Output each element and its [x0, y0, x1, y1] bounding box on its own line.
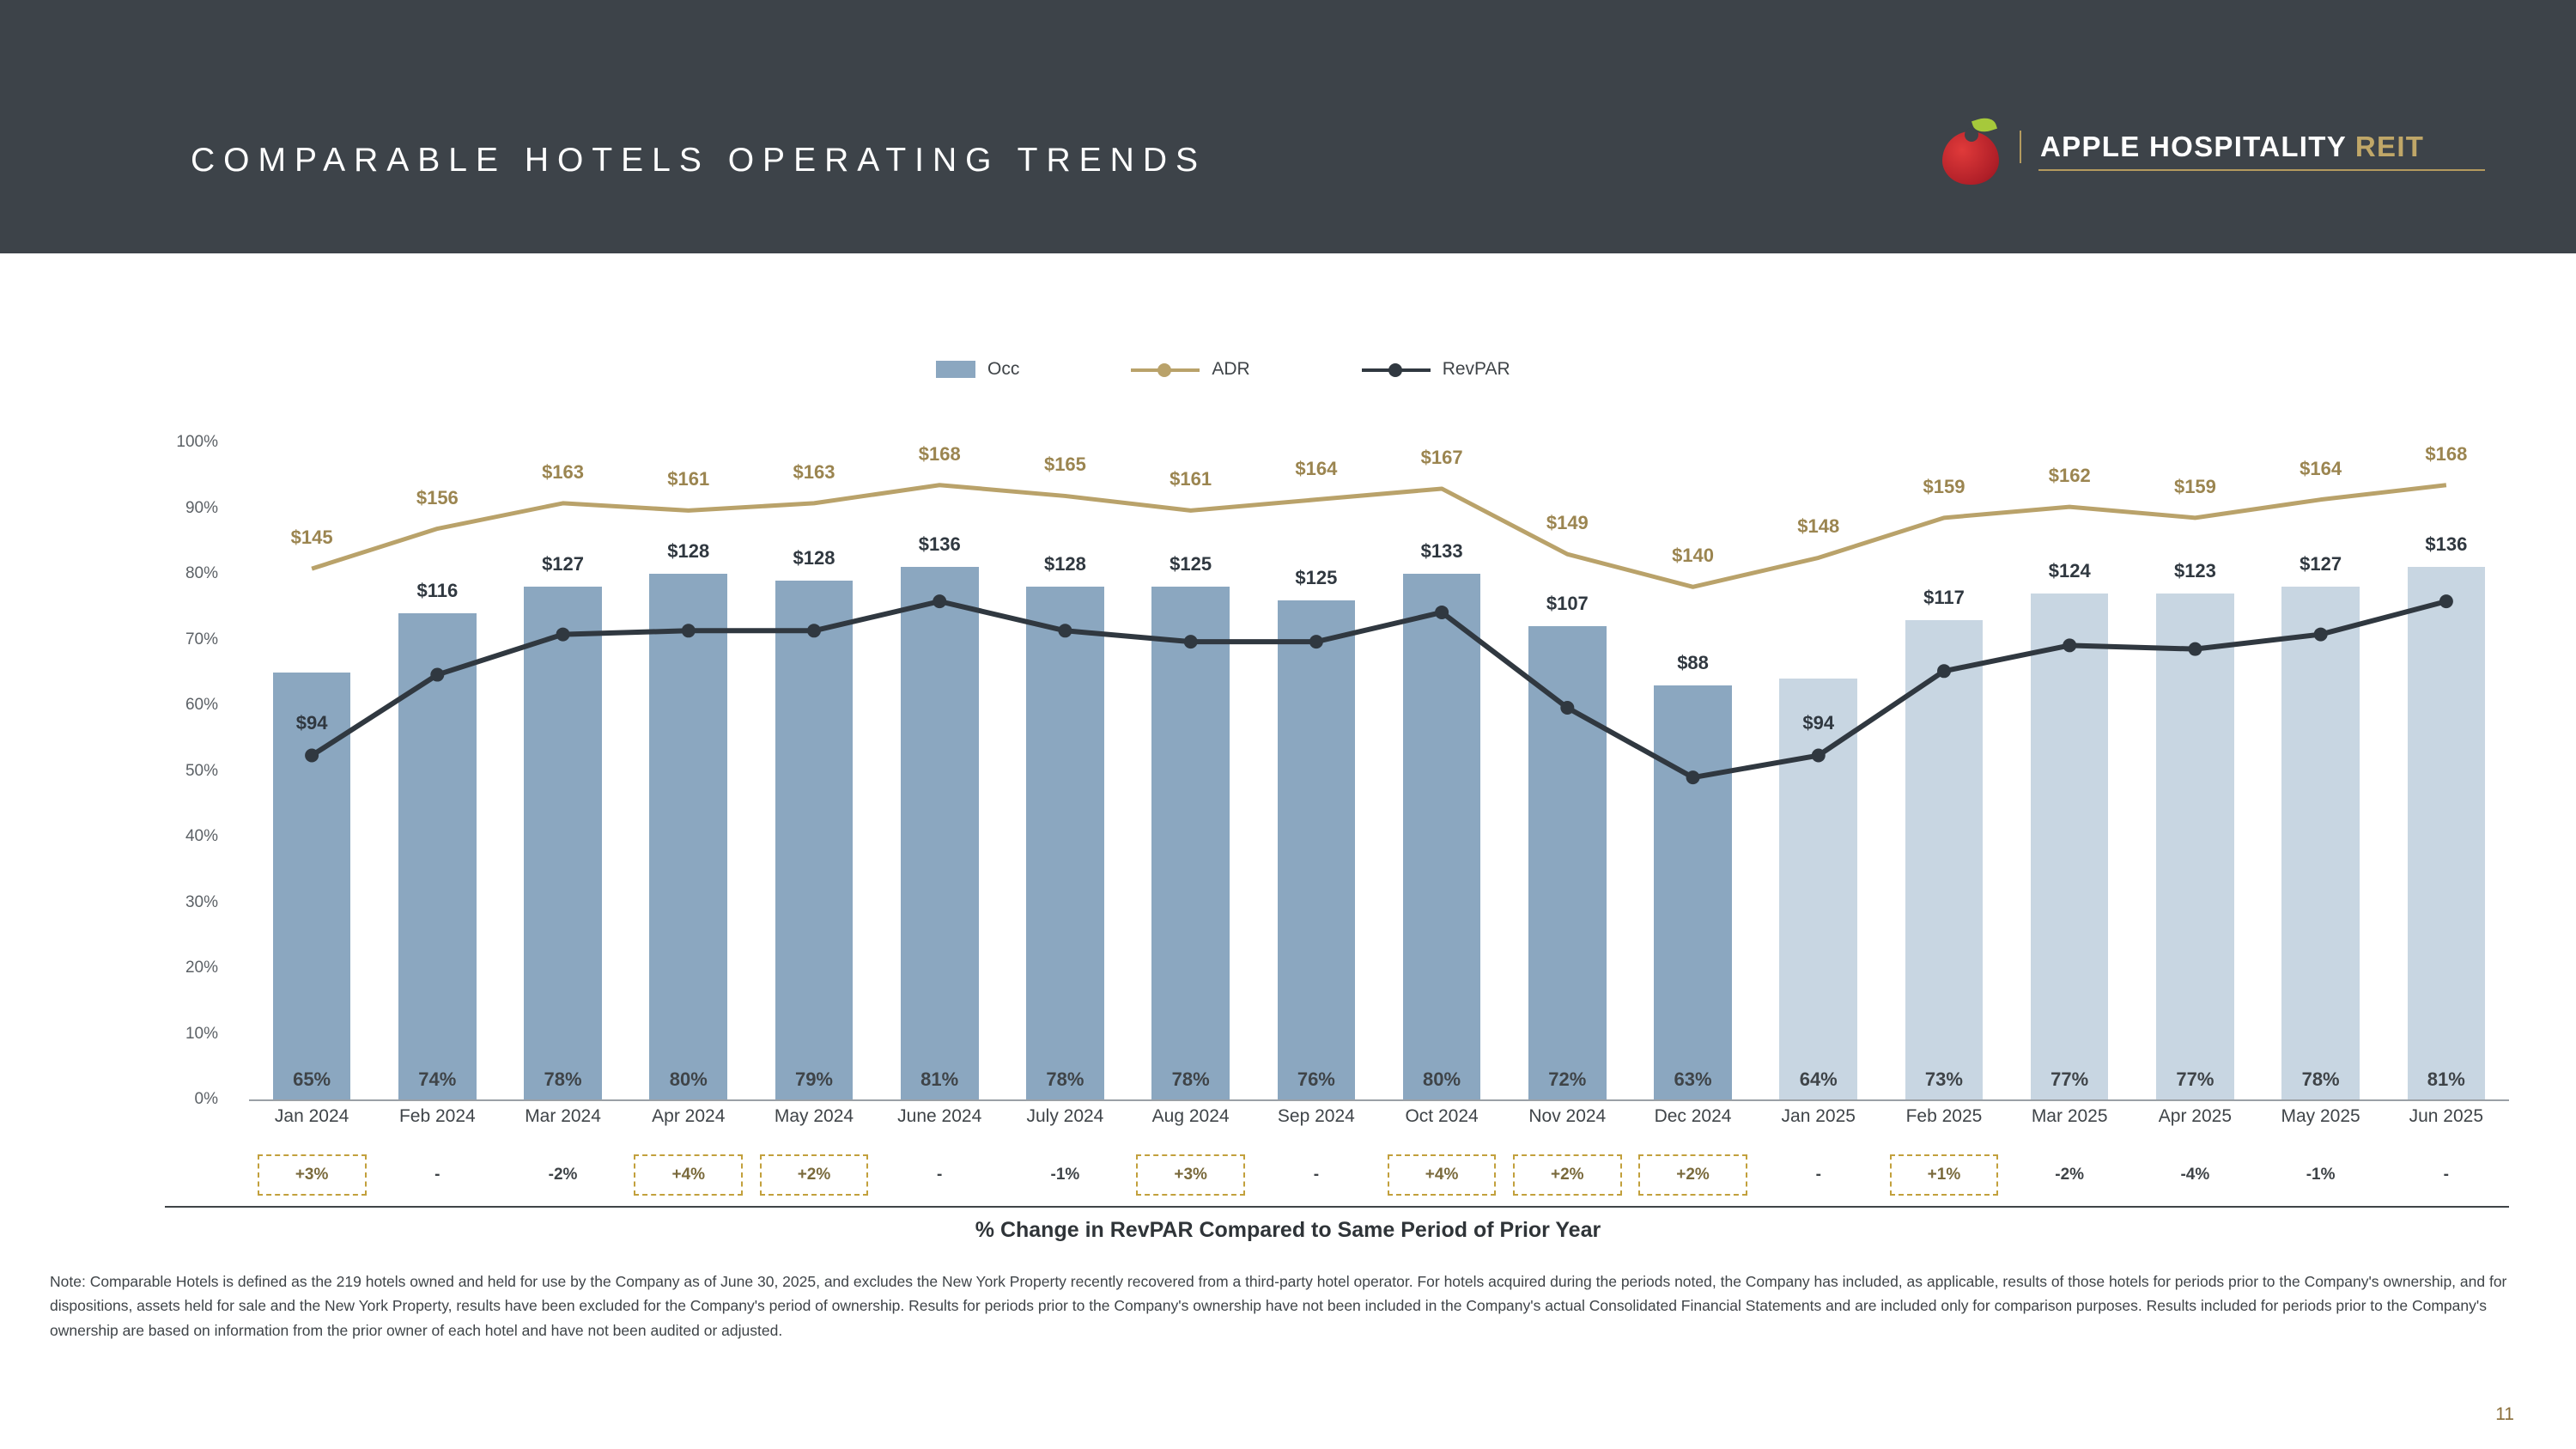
change-cell [1881, 1151, 2007, 1199]
change-cell [2258, 1151, 2384, 1199]
apple-icon [1939, 116, 2002, 185]
revpar-value-label: $133 [1420, 540, 1463, 562]
revpar-value-label: $125 [1295, 566, 1338, 588]
revpar-change-row [249, 1151, 2509, 1199]
y-tick: 70% [185, 630, 218, 648]
revpar-value-label: $128 [1043, 553, 1086, 575]
x-axis-label: Dec 2024 [1654, 1106, 1732, 1126]
x-axis-label: Apr 2025 [2158, 1106, 2232, 1126]
revpar-change-value: - [434, 1166, 440, 1184]
adr-value-label: $165 [1043, 454, 1086, 476]
adr-value-label: $148 [1797, 515, 1840, 538]
revpar-change-value: +2% [760, 1154, 869, 1196]
revpar-value-label: $127 [542, 553, 585, 575]
adr-value-label: $149 [1546, 512, 1589, 534]
y-tick: 60% [185, 696, 218, 714]
adr-value-label: $163 [542, 460, 585, 483]
change-caption: % Change in RevPAR Compared to Same Period of Prior Year [975, 1218, 1601, 1242]
revpar-change-value: - [1815, 1166, 1821, 1184]
legend-item-occ [936, 359, 1019, 380]
revpar-value-label: $124 [2048, 559, 2091, 581]
x-axis-label: Mar 2025 [2031, 1106, 2108, 1126]
revpar-value-label: $123 [2173, 559, 2216, 581]
adr-value-label: $167 [1420, 446, 1463, 468]
revpar-value-label: $107 [1546, 593, 1589, 615]
y-tick: 90% [185, 498, 218, 517]
x-axis-label: Feb 2025 [1905, 1106, 1983, 1126]
x-axis-label: Jan 2025 [1781, 1106, 1856, 1126]
revpar-value-label: $116 [416, 579, 459, 601]
change-cell [2384, 1151, 2509, 1199]
revpar-change-value: - [937, 1166, 943, 1184]
occ-value-label: 64% [1799, 1068, 1838, 1090]
occ-value-label: 78% [2301, 1068, 2340, 1090]
x-axis-label: July 2024 [1026, 1106, 1104, 1126]
x-axis-label: Feb 2024 [398, 1106, 476, 1126]
revpar-change-value: +4% [1388, 1154, 1497, 1196]
x-axis-label: May 2025 [2281, 1106, 2360, 1126]
revpar-change-value: +2% [1513, 1154, 1622, 1196]
occ-value-label: 81% [920, 1068, 959, 1090]
occ-value-label: 63% [1674, 1068, 1712, 1090]
adr-value-label: $156 [416, 486, 459, 508]
x-axis-label: Oct 2024 [1405, 1106, 1479, 1126]
occ-value-label: 81% [2427, 1068, 2465, 1090]
y-tick: 50% [185, 761, 218, 780]
revpar-change-value: +3% [1136, 1154, 1245, 1196]
y-tick: 10% [185, 1024, 218, 1043]
revpar-value-label: $127 [2300, 553, 2342, 575]
x-axis-label: Jan 2024 [274, 1106, 349, 1126]
occ-value-label: 76% [1297, 1068, 1335, 1090]
adr-value-label: $145 [290, 527, 333, 549]
change-cell [1002, 1151, 1127, 1199]
page-title: COMPARABLE HOTELS OPERATING TRENDS [191, 142, 1206, 179]
occ-value-label: 78% [1171, 1068, 1210, 1090]
chart-legend [936, 356, 1795, 382]
line-series-overlay [249, 442, 2509, 1099]
chart-plot-area [165, 433, 2509, 1108]
adr-value-label: $164 [2300, 457, 2342, 479]
revpar-value-label: $88 [1677, 652, 1709, 674]
change-cell [1504, 1151, 1630, 1199]
x-axis-label: Apr 2024 [652, 1106, 726, 1126]
revpar-change-value: -2% [548, 1166, 578, 1184]
revpar-value-label: $136 [918, 533, 961, 556]
adr-value-label: $161 [1170, 468, 1212, 490]
legend-label-occ: Occ [987, 359, 1020, 379]
adr-value-label: $161 [667, 468, 710, 490]
legend-item-adr [1131, 359, 1249, 380]
occ-value-label: 73% [1924, 1068, 1963, 1090]
x-axis-labels [249, 1106, 2509, 1141]
revpar-change-value: -4% [2180, 1166, 2210, 1184]
x-axis-label: May 2024 [774, 1106, 854, 1126]
y-tick: 40% [185, 827, 218, 845]
change-cell [2007, 1151, 2132, 1199]
footnote: Note: Comparable Hotels is defined as the 219 hotels owned and held for use by the Company as of June 30, 2025, and excludes the New York Property recently recovered from a third-party hotel operator. For hotels acquired during the periods noted, the Company has included, as applicable, results of those hotels for periods prior to the Company's ownership, and for dispositions, assets held for sale and the New York Property, results have been excluded for the Company's period of ownership. Results for periods prior to the Company's ownership have not been included in the Company's actual Consolidated Financial Statements and are included only for comparison purposes. Results included for periods prior to the Company's ownership are based on information from the prior owner of each hotel and have not been audited or adjusted. [50, 1273, 2507, 1339]
revpar-change-value: -2% [2055, 1166, 2085, 1184]
revpar-change-value: -1% [1050, 1166, 1080, 1184]
change-cell [374, 1151, 500, 1199]
revpar-change-value: +3% [258, 1154, 367, 1196]
y-tick: 20% [185, 959, 218, 977]
legend-label-revpar: RevPAR [1442, 359, 1510, 379]
y-tick: 100% [176, 433, 218, 451]
occ-value-label: 78% [1046, 1068, 1084, 1090]
change-cell [1379, 1151, 1504, 1199]
adr-value-label: $163 [793, 460, 835, 483]
occ-value-label: 80% [669, 1068, 708, 1090]
revpar-value-label: $136 [2425, 533, 2468, 556]
revpar-change-value: - [1313, 1166, 1320, 1184]
x-axis-label: Nov 2024 [1528, 1106, 1607, 1126]
company-logo [1939, 107, 2485, 193]
occ-value-label: 80% [1423, 1068, 1461, 1090]
occ-value-label: 72% [1548, 1068, 1587, 1090]
adr-value-label: $164 [1295, 457, 1338, 479]
x-axis-label: Mar 2024 [525, 1106, 601, 1126]
revpar-value-label: $94 [1802, 711, 1835, 734]
revpar-change-value: +1% [1890, 1154, 1999, 1196]
change-cell [2132, 1151, 2257, 1199]
x-axis-label: Jun 2025 [2409, 1106, 2484, 1126]
page-number: 11 [2495, 1404, 2514, 1424]
change-cell [1756, 1151, 1881, 1199]
adr-value-label: $140 [1672, 545, 1715, 567]
logo-reit: REIT [2354, 130, 2425, 162]
x-axis-line [249, 1099, 2509, 1101]
y-tick: 0% [194, 1090, 218, 1108]
occ-value-label: 77% [2176, 1068, 2215, 1090]
occ-value-label: 74% [418, 1068, 457, 1090]
logo-name: APPLE HOSPITALITY [2040, 130, 2347, 162]
occ-value-label: 65% [293, 1068, 331, 1090]
slide-header [0, 0, 2576, 253]
revpar-swatch-icon [1362, 361, 1431, 378]
logo-rule [2038, 169, 2485, 171]
revpar-value-label: $125 [1170, 553, 1212, 575]
revpar-value-label: $94 [295, 711, 328, 734]
revpar-change-value: +2% [1638, 1154, 1747, 1196]
occ-swatch-icon [936, 361, 975, 378]
adr-value-label: $159 [2173, 475, 2216, 497]
change-cell [751, 1151, 877, 1199]
change-cell [249, 1151, 374, 1199]
revpar-change-value: - [2443, 1166, 2449, 1184]
adr-value-label: $168 [918, 442, 961, 465]
adr-value-label: $159 [1923, 475, 1965, 497]
change-cell [1128, 1151, 1254, 1199]
revpar-value-label: $117 [1923, 586, 1965, 608]
change-cell [626, 1151, 751, 1199]
revpar-change-value: +4% [634, 1154, 743, 1196]
legend-item-revpar [1362, 359, 1510, 380]
change-cell [877, 1151, 1002, 1199]
y-tick: 30% [185, 892, 218, 911]
revpar-value-label: $128 [793, 546, 835, 569]
change-row-rule [165, 1206, 2509, 1208]
y-tick: 80% [185, 564, 218, 582]
revpar-change-value: -1% [2306, 1166, 2336, 1184]
x-axis-label: Aug 2024 [1151, 1106, 1230, 1126]
change-cell [1630, 1151, 1755, 1199]
adr-value-label: $168 [2425, 442, 2468, 465]
adr-value-label: $162 [2048, 465, 2091, 487]
x-axis-label: Sep 2024 [1277, 1106, 1355, 1126]
x-axis-label: June 2024 [897, 1106, 982, 1126]
revpar-value-label: $128 [667, 540, 710, 562]
occ-value-label: 77% [2050, 1068, 2089, 1090]
change-cell [1254, 1151, 1379, 1199]
adr-swatch-icon [1131, 361, 1200, 378]
change-cell [500, 1151, 625, 1199]
occ-value-label: 79% [794, 1068, 833, 1090]
occ-value-label: 78% [544, 1068, 582, 1090]
y-axis [165, 433, 234, 1108]
legend-label-adr: ADR [1212, 359, 1250, 379]
